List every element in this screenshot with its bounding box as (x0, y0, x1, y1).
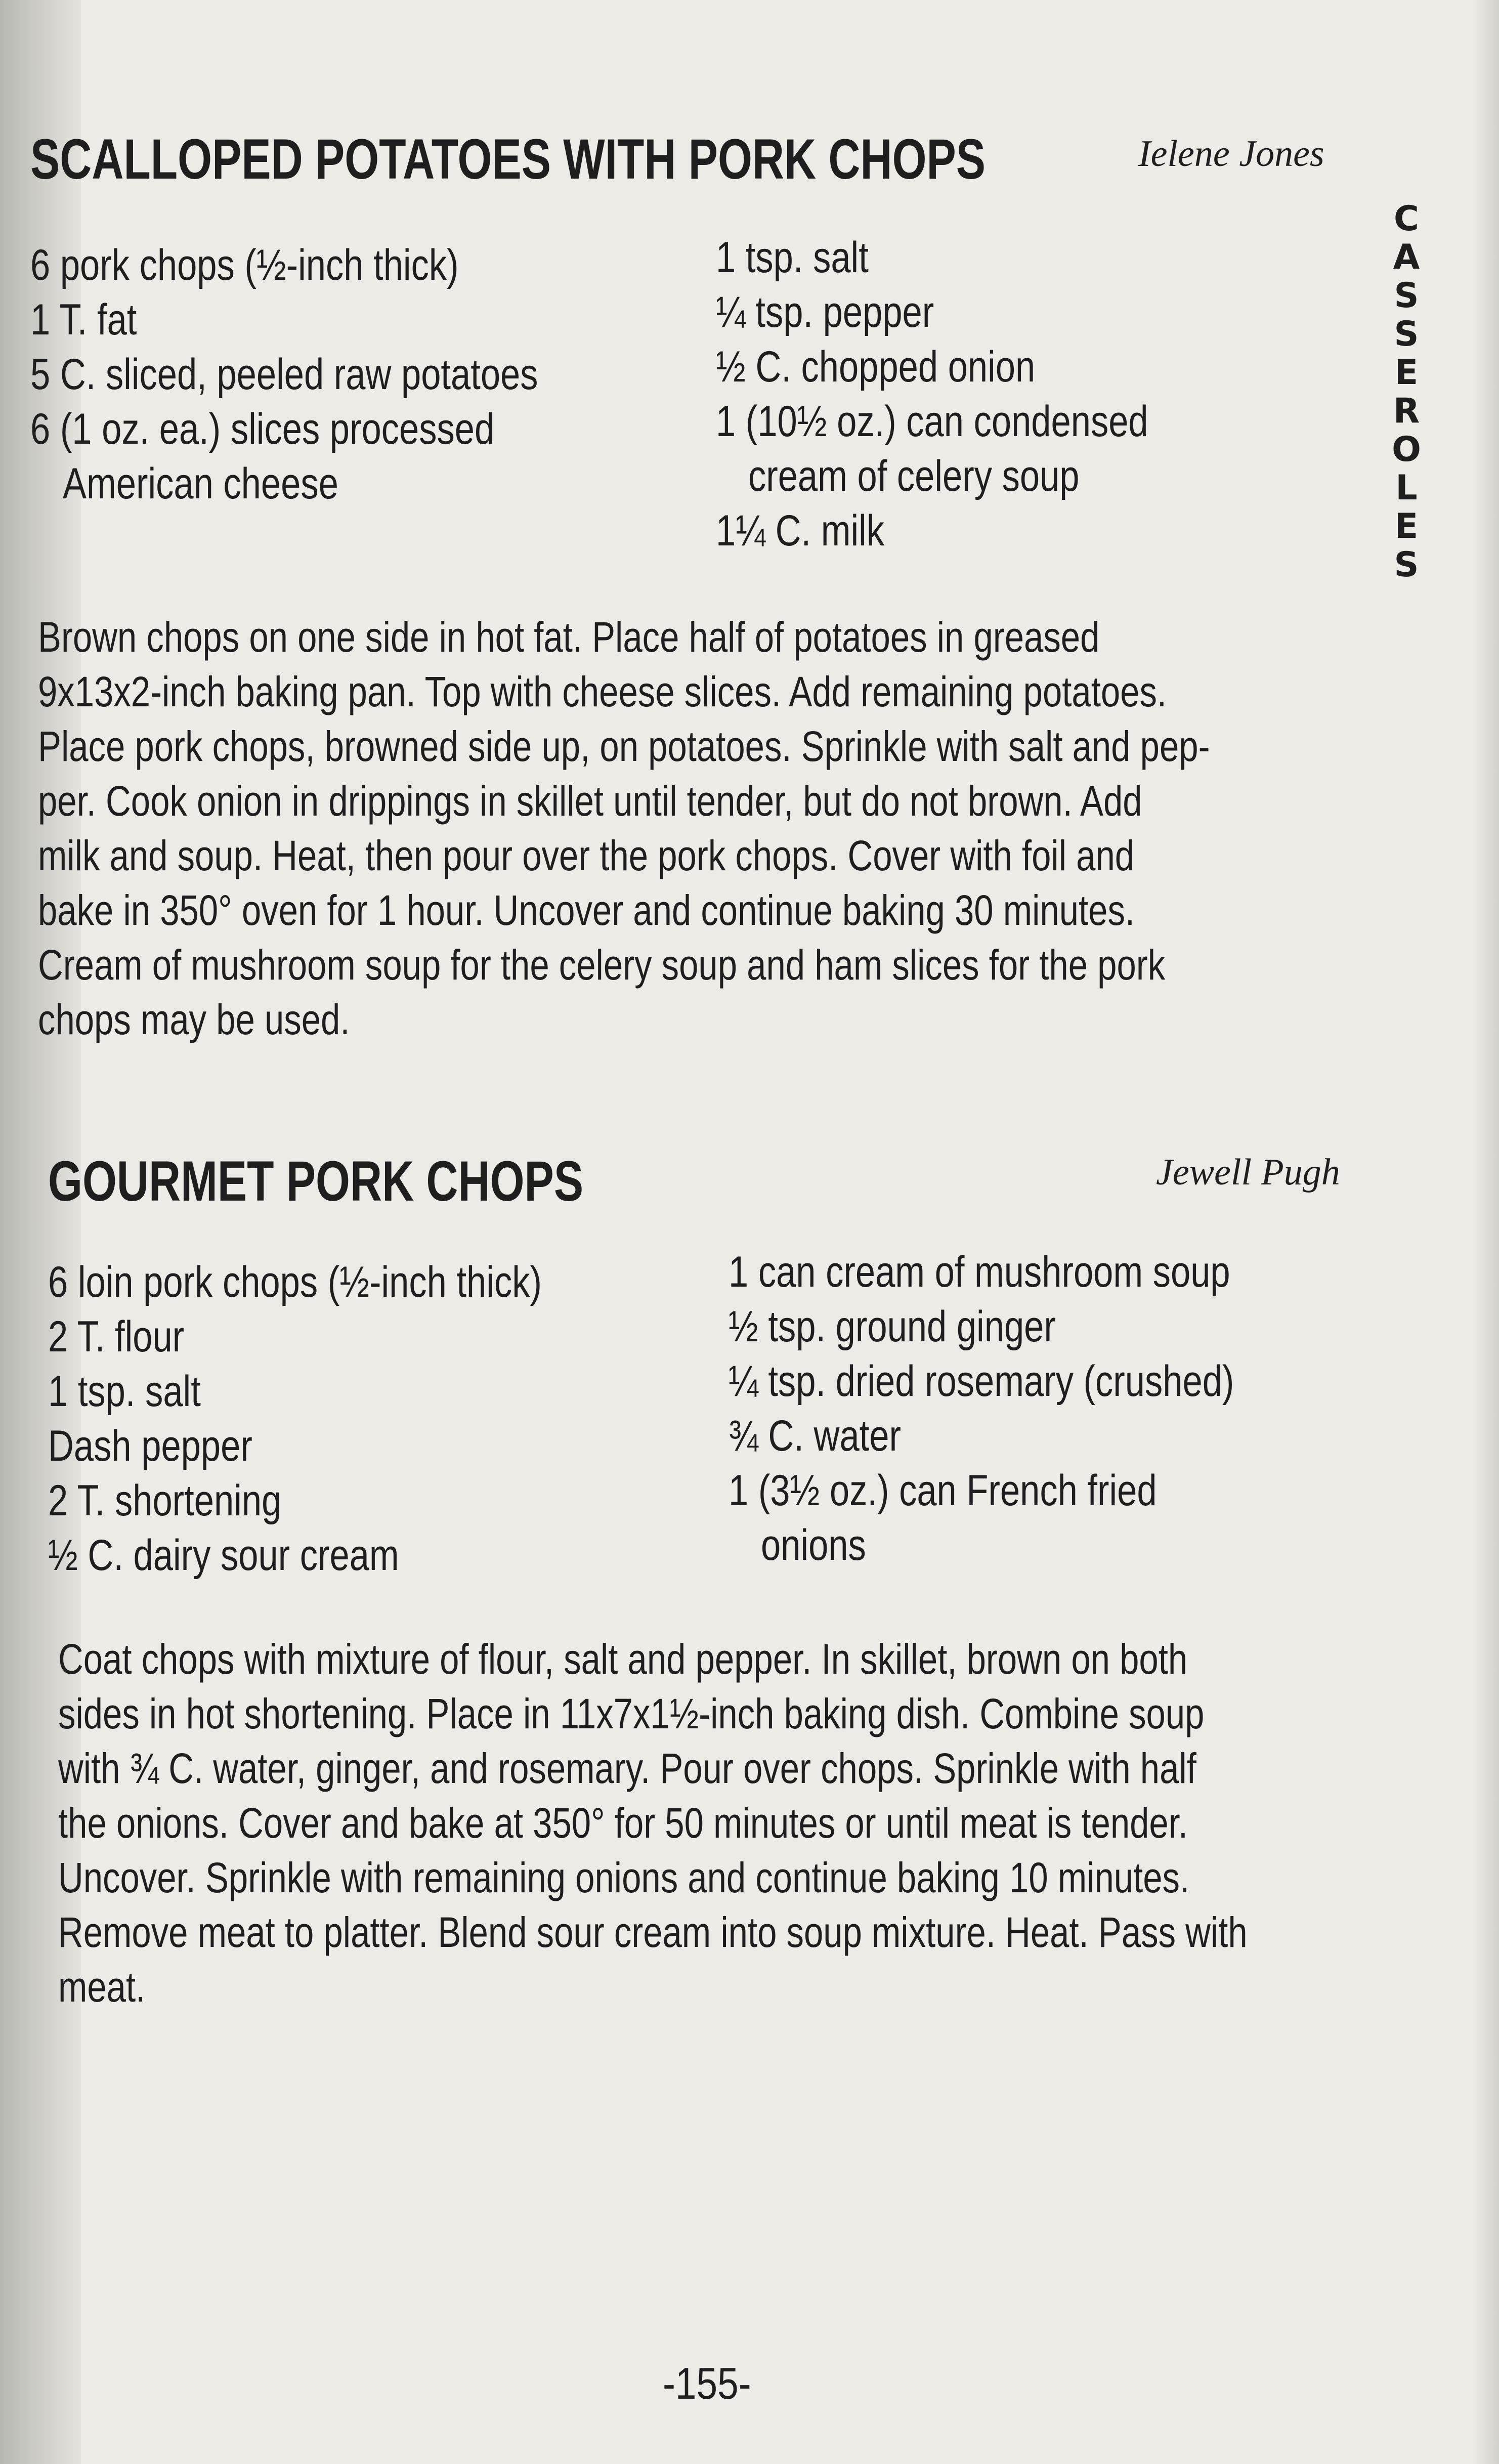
page-edge-shadow (1474, 0, 1499, 2464)
ingredient-item: 2 T. flour (48, 1312, 185, 1361)
ingredient-item: ½ tsp. ground ginger (729, 1302, 1056, 1351)
recipe-author: Jewell Pugh (1156, 1152, 1340, 1193)
method-line: milk and soup. Heat, then pour over the pork chops. Cover with foil and (38, 832, 1135, 879)
tab-letter: S (1394, 545, 1419, 585)
method-line: bake in 350° oven for 1 hour. Uncover and continue baking 30 minutes. (38, 886, 1135, 934)
method-line: per. Cook onion in drippings in skillet until tender, but do not brown. Add (38, 777, 1142, 825)
ingredient-item: 1 (3½ oz.) can French fried (729, 1466, 1157, 1515)
ingredients-left (30, 238, 650, 511)
ingredients-left (48, 1255, 650, 1583)
method-line: Remove meat to platter. Blend sour cream into soup mixture. Heat. Pass with (58, 1908, 1248, 1956)
recipe-title: SCALLOPED POTATOES WITH PORK CHOPS (30, 128, 986, 191)
tab-letter: L (1395, 468, 1418, 508)
method-line: Brown chops on one side in hot fat. Place half of potatoes in greased (38, 613, 1100, 661)
tab-letter: E (1394, 506, 1419, 546)
ingredient-item: 6 loin pork chops (½-inch thick) (48, 1258, 542, 1306)
recipe-method (58, 1632, 1248, 2014)
tab-letter: O (1392, 430, 1421, 470)
ingredient-item: 1 (10½ oz.) can condensed (716, 397, 1148, 446)
recipe-title: GOURMET PORK CHOPS (48, 1150, 584, 1213)
ingredient-item: 1 tsp. salt (48, 1367, 201, 1416)
ingredient-item: ¼ tsp. dried rosemary (crushed) (729, 1357, 1234, 1406)
method-line: the onions. Cover and bake at 350° for 50 minutes or until meat is tender. (58, 1799, 1188, 1847)
ingredient-item: Dash pepper (48, 1422, 252, 1470)
ingredients-right (729, 1245, 1345, 1573)
ingredient-item: 2 T. shortening (48, 1476, 282, 1525)
recipe-author: Ielene Jones (1138, 133, 1324, 175)
ingredient-item: 1 can cream of mushroom soup (729, 1248, 1230, 1296)
method-line: 9x13x2-inch baking pan. Top with cheese slices. Add remaining potatoes. (38, 668, 1167, 715)
method-line: chops may be used. (38, 996, 350, 1043)
ingredient-item: 6 pork chops (½-inch thick) (30, 241, 459, 289)
ingredient-item: ¾ C. water (729, 1412, 901, 1460)
method-line: with ¾ C. water, ginger, and rosemary. Pour over chops. Sprinkle with half (58, 1745, 1196, 1792)
page-number: -155- (663, 2358, 751, 2408)
tab-letter: S (1394, 314, 1419, 354)
method-line: Cream of mushroom soup for the celery soup and ham slices for the pork (38, 941, 1166, 989)
tab-letter: E (1394, 353, 1419, 393)
recipe-method (38, 610, 1210, 1047)
ingredient-item: onions (760, 1521, 866, 1569)
method-line: sides in hot shortening. Place in 11x7x1½-inch baking dish. Combine soup (58, 1690, 1205, 1737)
ingredients-right (716, 230, 1243, 558)
ingredient-item: 6 (1 oz. ea.) slices processed (30, 405, 495, 453)
tab-letter: R (1393, 391, 1420, 431)
ingredient-item: ¼ tsp. pepper (716, 288, 934, 336)
ingredient-item: American cheese (62, 459, 338, 508)
section-tab-casseroles (1389, 200, 1424, 584)
method-line: meat. (58, 1963, 146, 2011)
tab-letter: S (1394, 276, 1419, 316)
ingredient-item: 1¼ C. milk (716, 506, 885, 555)
ingredient-item: ½ C. chopped onion (716, 343, 1036, 391)
ingredient-item: 1 tsp. salt (716, 233, 869, 282)
ingredient-item: 1 T. fat (30, 295, 137, 344)
tab-letter: C (1394, 199, 1419, 239)
ingredient-item: 5 C. sliced, peeled raw potatoes (30, 350, 538, 399)
tab-letter: A (1393, 237, 1420, 277)
method-line: Place pork chops, browned side up, on potatoes. Sprinkle with salt and pep- (38, 723, 1210, 770)
ingredient-item: cream of celery soup (748, 452, 1080, 500)
method-line: Uncover. Sprinkle with remaining onions and continue baking 10 minutes. (58, 1854, 1190, 1901)
method-line: Coat chops with mixture of flour, salt and pepper. In skillet, brown on both (58, 1635, 1188, 1683)
ingredient-item: ½ C. dairy sour cream (48, 1531, 399, 1580)
